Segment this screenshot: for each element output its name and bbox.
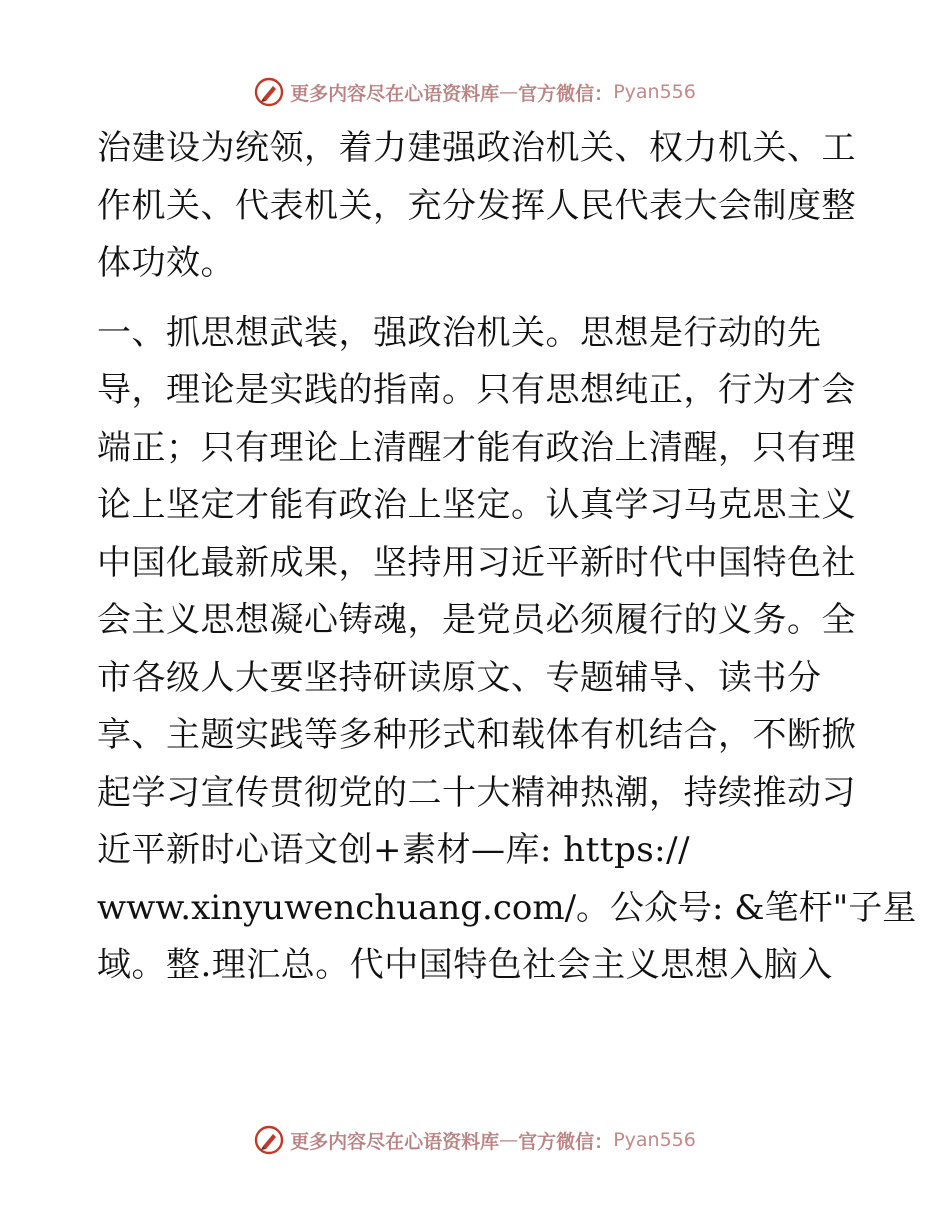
body-line: 导，理论是实践的指南。只有思想纯正，行为才会 [97, 370, 856, 410]
header-watermark-text: 更多内容尽在心语资料库 [290, 82, 500, 105]
body-line: 中国化最新成果，坚持用习近平新时代中国特色社 [97, 542, 856, 583]
pen-logo-icon [254, 1125, 284, 1155]
header-watermark-separator: — [499, 81, 519, 103]
footer-watermark-wechat: 官方微信： [518, 1130, 614, 1153]
body-line: 域。整.理汇总。代中国特色社会主义思想入脑入 [97, 945, 833, 985]
body-line: 享、主题实践等多种形式和载体有机结合，不断掀 [97, 715, 856, 755]
body-line: 体功效。 [97, 243, 235, 283]
pen-logo-icon [254, 77, 284, 107]
header-watermark-id: Pyan556 [613, 81, 696, 103]
body-line: 治建设为统领，着力建强政治机关、权力机关、工 [97, 128, 856, 168]
section-heading-line: 一、抓思想武装，强政治机关。思想是行动的先 [97, 312, 822, 353]
body-line: 论上坚定才能有政治上坚定。认真学习马克思主义 [97, 485, 856, 525]
header-watermark [0, 72, 950, 112]
footer-watermark [0, 1120, 950, 1160]
body-line: 近平新时心语文创+素材—库: https:// [97, 830, 691, 870]
body-line: 会主义思想凝心铸魂，是党员必须履行的义务。全 [97, 600, 856, 640]
body-line: 市各级人大要坚持研读原文、专题辅导、读书分 [97, 657, 822, 698]
footer-watermark-id: Pyan556 [613, 1129, 696, 1151]
footer-watermark-separator: — [499, 1129, 519, 1151]
body-line: 端正；只有理论上清醒才能有政治上清醒，只有理 [97, 427, 856, 468]
body-line: 起学习宣传贯彻党的二十大精神热潮，持续推动习 [97, 772, 856, 813]
body-line: 作机关、代表机关，充分发挥人民代表大会制度整 [97, 185, 856, 226]
body-line: www.xinyuwenchuang.com/。公众号: &笔杆"子星 [97, 887, 917, 928]
document-body [97, 120, 917, 995]
header-watermark-wechat: 官方微信： [518, 82, 614, 105]
footer-watermark-text: 更多内容尽在心语资料库 [290, 1130, 500, 1153]
